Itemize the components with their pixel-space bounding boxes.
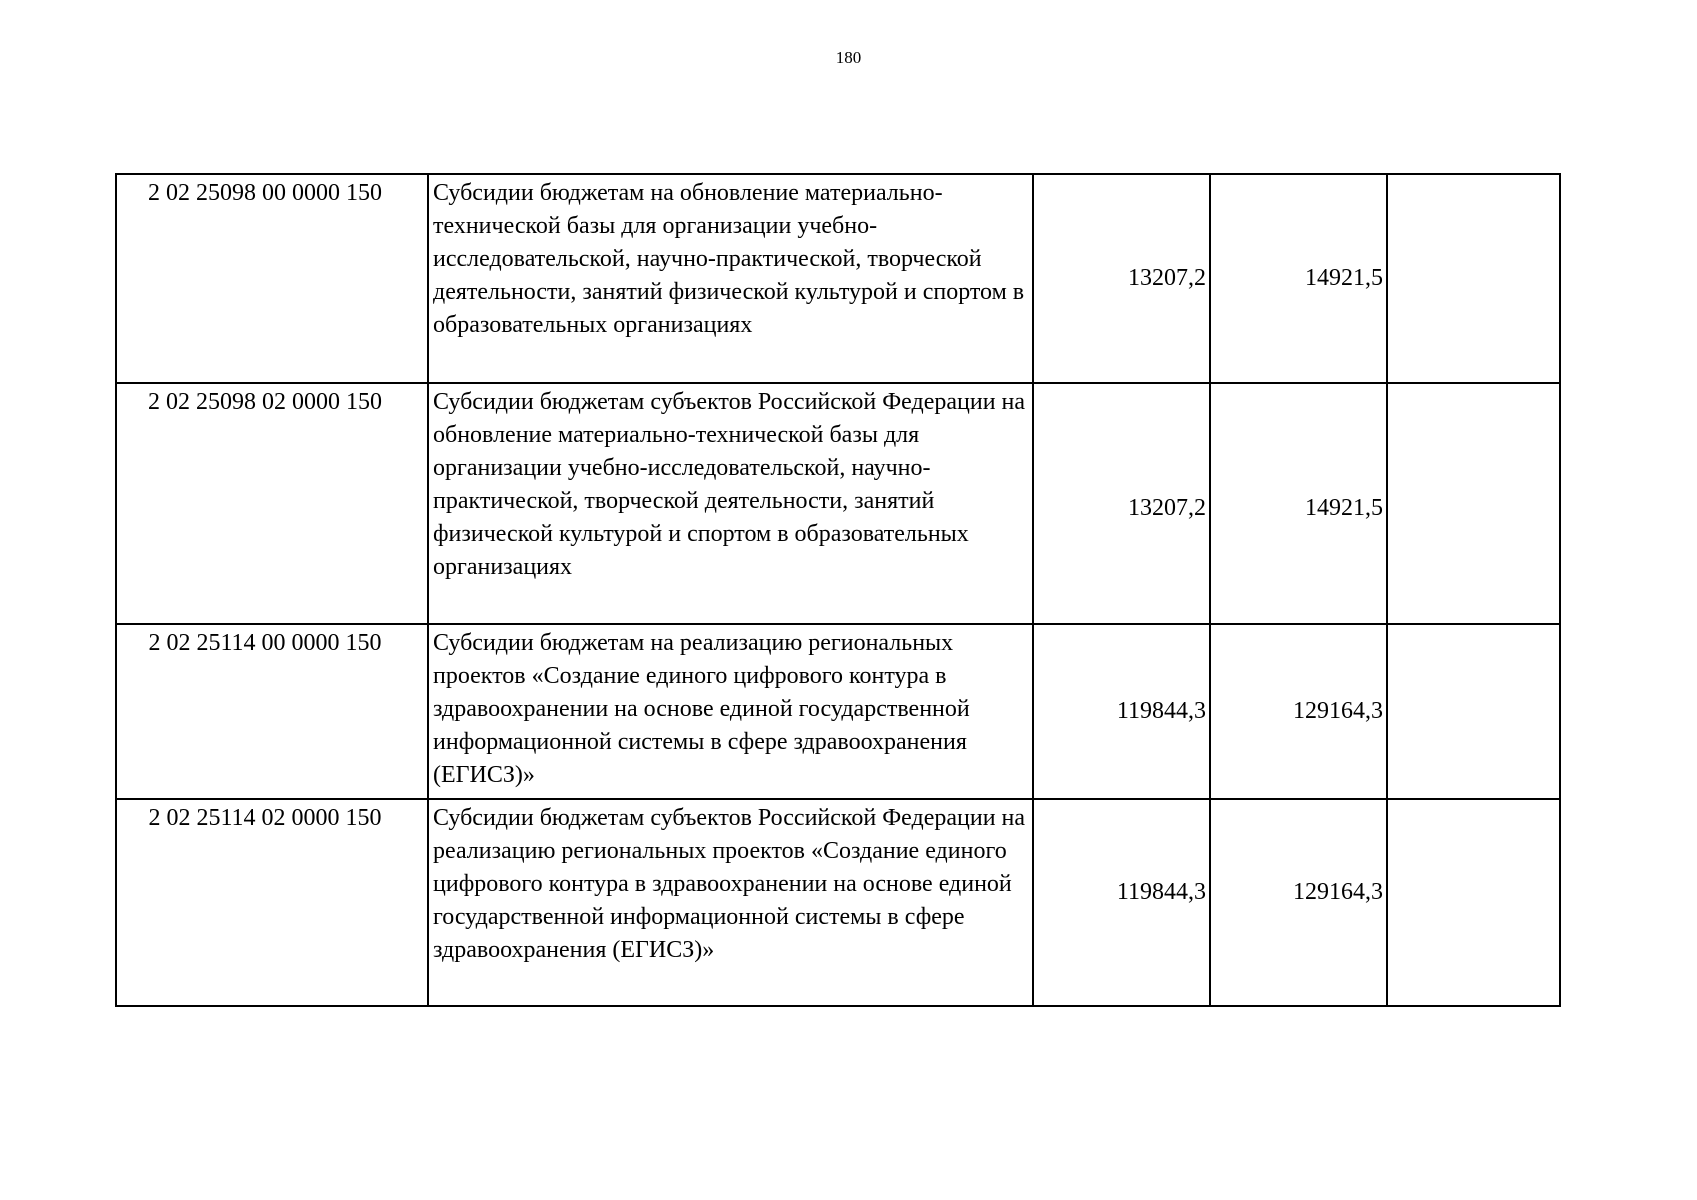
value-3-cell [1387,799,1560,1006]
description-cell: Субсидии бюджетам субъектов Российской Федерации на обновление материально-технической базы для организации учебно-исследовательской, научно-практической, творческой деятельности, занятий физической культурой и спортом в образовательных организациях [428,383,1033,624]
value-1-cell: 119844,3 [1033,799,1210,1006]
value-2-cell: 14921,5 [1210,174,1387,383]
value-2-cell: 14921,5 [1210,383,1387,624]
value-3-cell [1387,624,1560,799]
budget-table [115,173,1561,1007]
table-row [116,383,1560,624]
description-cell: Субсидии бюджетам на обновление материально-технической базы для организации учебно-исследовательской, научно-практической, творческой деятельности, занятий физической культурой и спортом в образовательных организациях [428,174,1033,383]
value-1-cell: 13207,2 [1033,174,1210,383]
table-row [116,174,1560,383]
value-1-cell: 13207,2 [1033,383,1210,624]
value-3-cell [1387,174,1560,383]
page-number: 180 [835,48,862,67]
budget-code-cell: 2 02 25098 02 0000 150 [116,383,428,624]
value-1-cell: 119844,3 [1033,624,1210,799]
table-row [116,799,1560,1006]
budget-code-cell: 2 02 25114 00 0000 150 [116,624,428,799]
table-row [116,624,1560,799]
value-2-cell: 129164,3 [1210,799,1387,1006]
budget-code-cell: 2 02 25114 02 0000 150 [116,799,428,1006]
description-cell: Субсидии бюджетам субъектов Российской Федерации на реализацию региональных проектов «Создание единого цифрового контура в здравоохранении на основе единой государственной информационной системы в сфере здравоохранения (ЕГИСЗ)» [428,799,1033,1006]
value-3-cell [1387,383,1560,624]
description-cell: Субсидии бюджетам на реализацию региональных проектов «Создание единого цифрового контура в здравоохранении на основе единой государственной информационной системы в сфере здравоохранения (ЕГИСЗ)» [428,624,1033,799]
value-2-cell: 129164,3 [1210,624,1387,799]
budget-code-cell: 2 02 25098 00 0000 150 [116,174,428,383]
